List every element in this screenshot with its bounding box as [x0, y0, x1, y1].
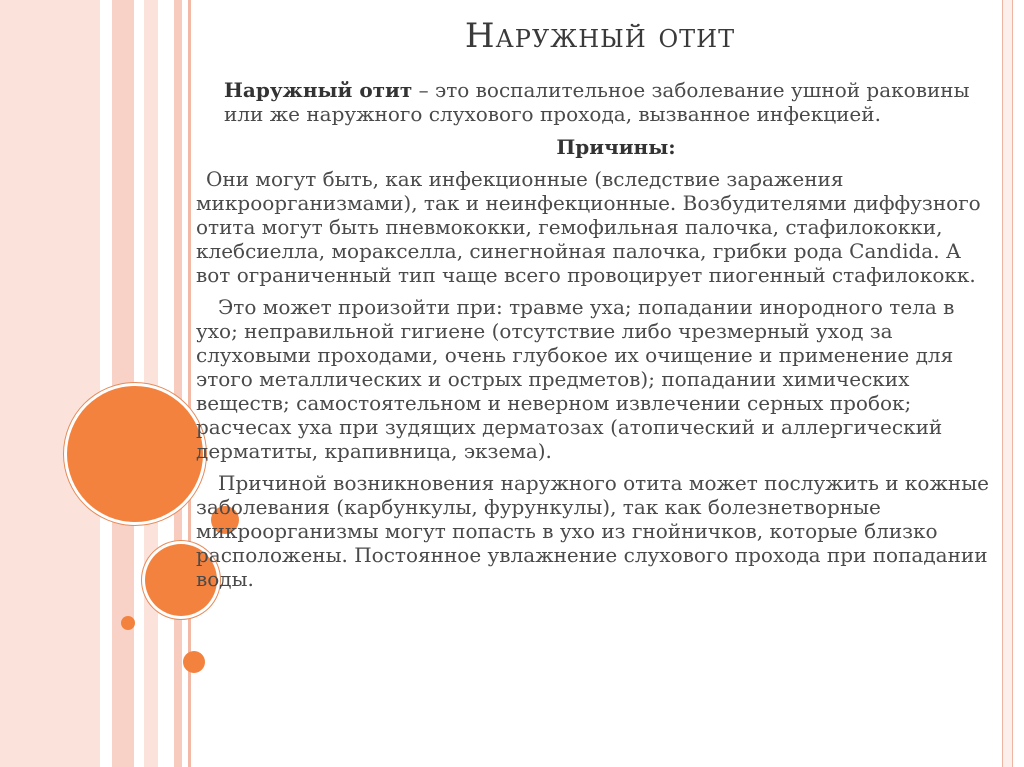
causes-heading: Причины: [556, 135, 676, 159]
definition-text: – это воспалительное заболевание ушной раковины или же наружного слухового прохода, вызванное инфекцией. [224, 78, 970, 126]
skin-diseases-paragraph: Причиной возникновения наружного отита может послужить и кожные заболевания (карбункулы, фурункулы), так как болезнетворные микроорганизмы могут попасть в ухо из гнойничков, которые близко расположены. Постоянное увлажнение слухового прохода при попадании воды. [196, 471, 989, 591]
definition-term: Наружный отит [224, 78, 413, 102]
decor-stripe [174, 0, 182, 767]
decor-circle-tiny [121, 616, 135, 630]
decor-right-border [1003, 0, 1012, 767]
decor-right-line [1012, 0, 1013, 767]
decor-stripe [134, 0, 144, 767]
decor-right-line [1002, 0, 1003, 767]
causes-paragraph: Они могут быть, как инфекционные (вследствие заражения микроорганизмами), так и неинфекционные. Возбудителями диффузного отита могут быть пневмококки, гемофильная палочка, стафилококки, клебсиелла, моракселла, синегнойная палочка, грибки рода Candida. А вот ограниченный тип чаще всего провоцирует пиогенный стафилококк. [196, 167, 981, 287]
decor-stripe [144, 0, 158, 767]
slide-content [196, 78, 996, 599]
decor-circle-large [67, 386, 203, 522]
decor-circle-tiny [183, 651, 205, 673]
circumstances-paragraph: Это может произойти при: травме уха; попадании инородного тела в ухо; неправильной гигиене (отсутствие либо чрезмерный уход за слуховыми проходами, очень глубокое их очищение и применение для этого металлических и острых предметов); попадании химических веществ; самостоятельном и неверном извлечении серных пробок; расчесах уха при зудящих дерматозах (атопический и аллергический дерматиты, крапивница, экзема). [196, 295, 955, 463]
decor-stripe [112, 0, 134, 767]
definition-paragraph [196, 78, 996, 126]
decor-stripe [0, 0, 100, 767]
slide-title: Наружный отит [464, 16, 736, 56]
decor-stripe [100, 0, 112, 767]
decor-stripe [158, 0, 174, 767]
